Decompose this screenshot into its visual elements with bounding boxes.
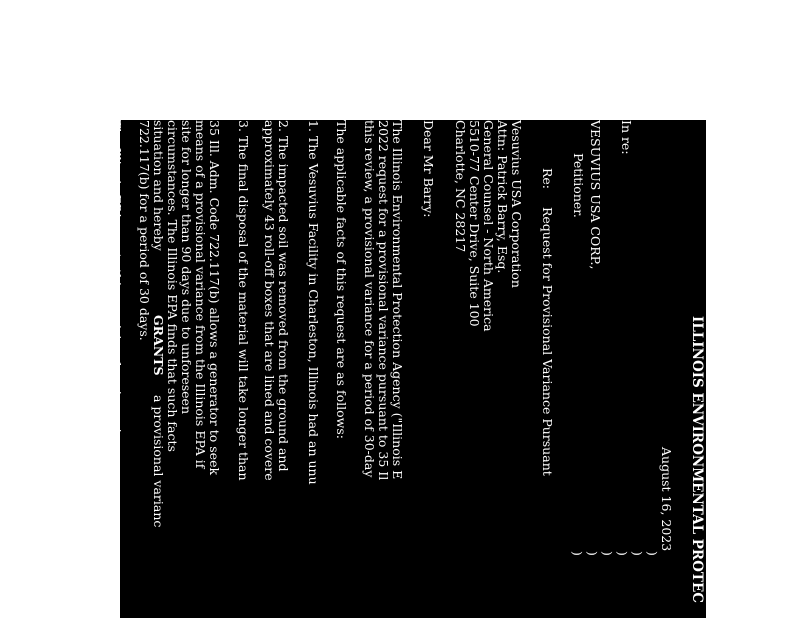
finding-line: 35 Ill. Adm. Code 722.117(b) allows a generator to seek	[207, 120, 222, 476]
salutation: Dear Mr Barry:	[421, 120, 436, 218]
petitioner-name: VESUVIUS USA CORP.,	[588, 120, 603, 270]
fact-line: 3. The final disposal of the material will take longer than	[236, 120, 251, 481]
grants-emphasis: GRANTS	[151, 315, 166, 376]
bracket-mark: )	[615, 551, 630, 556]
scanned-document-frame	[81, 120, 706, 618]
finding-line: 722.117(b) for a period of 30 days.	[137, 120, 152, 341]
bracket-mark: )	[600, 551, 615, 556]
petitioner-label: Petitioner.	[571, 153, 586, 218]
address-line: 5510-77 Center Drive, Suite 100	[467, 120, 482, 327]
finding-line: site for longer than 90 days due to unforeseen	[179, 120, 194, 414]
finding-line: a provisional varianc	[151, 395, 166, 528]
re-subject: Request for Provisional Variance Pursuant	[540, 207, 555, 476]
intro-line: this review, a provisional variance for a period of 30-day	[362, 120, 377, 478]
closing-line: in Sections 35(b), 36 (c), and 37(b) of the Illinois Envir	[95, 120, 110, 467]
rotated-letter-page	[81, 120, 706, 618]
re-label: Re:	[540, 168, 555, 190]
fact-line: approximately 43 roll-off boxes that are lined and covere	[262, 120, 277, 481]
intro-line: The Illinois Environmental Protection Agency ("Illinois E	[390, 120, 405, 480]
bracket-mark: )	[585, 551, 600, 556]
letter-date: August 16, 2023	[659, 447, 674, 552]
bracket-mark: )	[645, 551, 660, 556]
fact-line: 2. The impacted soil was removed from the ground and	[276, 120, 291, 472]
facts-intro: The applicable facts of this request are as follows:	[334, 120, 349, 439]
address-line: General Counsel - North America	[481, 120, 496, 332]
bracket-mark: )	[630, 551, 645, 556]
agency-heading: ILLINOIS ENVIRONMENTAL PROTEC	[689, 316, 705, 603]
closing-line: 5/35(b), 36(c), and 37(b)) and 35 Ill. Adm. Code 722.1	[81, 120, 96, 462]
in-re-label: In re:	[619, 120, 634, 155]
finding-line: circumstances. The Illinois EPA finds that such facts	[165, 120, 180, 452]
finding-line: means of a provisional variance from the Illinois EPA if	[193, 120, 208, 469]
address-line: Charlotte, NC 28217	[453, 120, 468, 253]
fact-line: 1. The Vesuvius Facility in Charleston, Illinois had an unu	[306, 120, 321, 485]
finding-line: situation and hereby	[151, 120, 166, 251]
intro-line: 2022 request for a provisional variance pursuant to 35 Il	[376, 120, 391, 481]
bracket-mark: )	[570, 551, 585, 556]
address-line: Vesuvius USA Corporation	[509, 120, 524, 288]
address-line: Attn: Patrick Barry, Esq.	[495, 120, 510, 274]
closing-line: The Illinois EPA grants this provisional variance in accor	[109, 120, 124, 480]
